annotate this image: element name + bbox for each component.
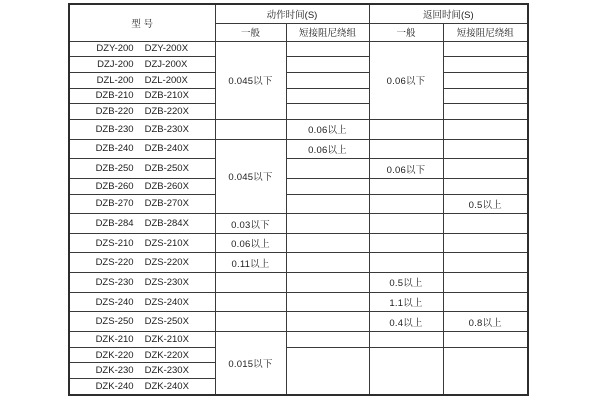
action-damping-value: [286, 178, 369, 194]
model-name: DZS-230: [95, 276, 134, 288]
table-row: [69, 233, 528, 253]
model-cell: [69, 312, 215, 332]
model-cell: [69, 88, 215, 104]
action-damping-value: [286, 57, 369, 73]
model-name: DZB-260X: [144, 180, 189, 192]
return-general-value: [369, 120, 443, 140]
model-name: DZB-220: [95, 106, 134, 118]
model-cell: [69, 363, 215, 379]
header-return-general: 一般: [369, 23, 443, 41]
model-name: DZK-210: [95, 333, 134, 345]
return-damping-value: [443, 214, 528, 234]
return-general-value: 0.5以上: [369, 273, 443, 293]
model-cell: [69, 233, 215, 253]
model-name: DZS-230X: [144, 276, 189, 288]
table-row: [69, 253, 528, 273]
header-action-damping: 短接阻尼绕组: [286, 23, 369, 41]
return-damping-value: [443, 292, 528, 312]
action-damping-value: [286, 88, 369, 104]
action-damping-value: [286, 273, 369, 293]
return-damping-value: [443, 41, 528, 57]
model-name: DZK-240: [95, 381, 134, 393]
table-row: [69, 347, 528, 363]
model-name: DZS-210X: [144, 237, 189, 249]
return-general-value: [369, 331, 443, 347]
model-cell: [69, 379, 215, 395]
return-damping-value: [443, 253, 528, 273]
header-row-1: [69, 4, 528, 23]
action-damping-value: [286, 312, 369, 332]
action-damping-value: [286, 72, 369, 88]
action-general-value: 0.045以下: [215, 139, 286, 214]
return-general-value: [369, 214, 443, 234]
table-row: [69, 292, 528, 312]
return-damping-value: 0.8以上: [443, 312, 528, 332]
model-name: DZB-270X: [144, 198, 189, 210]
model-name: DZJ-200X: [144, 59, 188, 71]
return-general-value: [369, 347, 443, 395]
model-cell: [69, 292, 215, 312]
table-row: [69, 41, 528, 57]
model-cell: [69, 57, 215, 73]
model-name: DZS-210: [95, 237, 134, 249]
model-name: DZK-220: [95, 349, 134, 361]
model-cell: [69, 273, 215, 293]
table-row: [69, 88, 528, 104]
model-cell: [69, 347, 215, 363]
return-general-value: 0.06以下: [369, 159, 443, 179]
action-damping-value: [286, 253, 369, 273]
model-name: DZJ-200: [97, 59, 134, 71]
model-name: DZB-240X: [144, 143, 189, 155]
table-row: [69, 312, 528, 332]
table-row: [69, 120, 528, 140]
table-row: [69, 139, 528, 159]
model-name: DZY-200: [96, 43, 134, 55]
action-damping-value: [286, 104, 369, 120]
header-return-time: 返回时间(S): [369, 4, 528, 23]
model-cell: [69, 194, 215, 214]
action-damping-value: [286, 331, 369, 347]
model-cell: [69, 159, 215, 179]
model-cell: [69, 72, 215, 88]
return-damping-value: [443, 139, 528, 159]
table-row: [69, 104, 528, 120]
model-name: DZB-284X: [144, 218, 189, 230]
header-return-damping: 短接阻尼绕组: [443, 23, 528, 41]
model-name: DZS-250: [95, 316, 134, 328]
return-damping-value: [443, 273, 528, 293]
return-damping-value: [443, 178, 528, 194]
return-damping-value: [443, 233, 528, 253]
return-damping-value: 0.5以上: [443, 194, 528, 214]
header-model: 型 号: [69, 4, 215, 41]
action-general-value: 0.11以上: [215, 253, 286, 273]
model-cell: [69, 104, 215, 120]
model-name: DZY-200X: [144, 43, 189, 55]
table-row: [69, 331, 528, 347]
model-name: DZS-220X: [144, 257, 189, 269]
model-name: DZS-250X: [144, 316, 189, 328]
action-general-value: [215, 120, 286, 140]
return-damping-value: [443, 120, 528, 140]
model-name: DZB-240: [95, 143, 134, 155]
model-name: DZL-200: [96, 74, 134, 86]
return-general-value: 0.4以上: [369, 312, 443, 332]
return-general-value: [369, 233, 443, 253]
table-row: [69, 178, 528, 194]
model-name: DZB-250: [95, 163, 134, 175]
table-row: [69, 273, 528, 293]
action-general-value: 0.015以下: [215, 331, 286, 395]
model-name: DZS-220: [95, 257, 134, 269]
model-name: DZK-210X: [144, 333, 189, 345]
return-damping-value: [443, 159, 528, 179]
model-name: DZB-230: [95, 123, 134, 135]
model-name: DZL-200X: [144, 74, 188, 86]
action-damping-value: 0.06以上: [286, 120, 369, 140]
model-name: DZB-210: [95, 90, 134, 102]
action-damping-value: [286, 194, 369, 214]
action-damping-value: [286, 214, 369, 234]
table-row: [69, 72, 528, 88]
model-name: DZK-220X: [144, 349, 189, 361]
action-damping-value: [286, 233, 369, 253]
return-damping-value: [443, 347, 528, 395]
model-name: DZS-240: [95, 296, 134, 308]
return-damping-value: [443, 88, 528, 104]
model-name: DZB-260: [95, 180, 134, 192]
model-cell: [69, 178, 215, 194]
return-general-value: [369, 139, 443, 159]
action-damping-value: [286, 347, 369, 395]
spec-table-container: [68, 3, 529, 396]
return-general-value: [369, 178, 443, 194]
model-name: DZB-210X: [144, 90, 189, 102]
action-general-value: 0.045以下: [215, 41, 286, 120]
return-general-value: 0.06以下: [369, 41, 443, 120]
return-damping-value: [443, 57, 528, 73]
action-damping-value: [286, 292, 369, 312]
return-damping-value: [443, 72, 528, 88]
return-general-value: [369, 194, 443, 214]
action-general-value: [215, 292, 286, 312]
model-name: DZB-230X: [144, 123, 189, 135]
return-general-value: [369, 253, 443, 273]
action-damping-value: 0.06以上: [286, 139, 369, 159]
return-general-value: 1.1以上: [369, 292, 443, 312]
model-cell: [69, 41, 215, 57]
table-row: [69, 194, 528, 214]
action-general-value: 0.03以下: [215, 214, 286, 234]
model-cell: [69, 331, 215, 347]
header-action-time: 动作时间(S): [215, 4, 369, 23]
action-general-value: [215, 273, 286, 293]
action-damping-value: [286, 41, 369, 57]
action-general-value: 0.06以上: [215, 233, 286, 253]
action-damping-value: [286, 159, 369, 179]
model-cell: [69, 120, 215, 140]
model-name: DZB-270: [95, 198, 134, 210]
table-row: [69, 159, 528, 179]
header-action-general: 一般: [215, 23, 286, 41]
return-damping-value: [443, 331, 528, 347]
return-damping-value: [443, 104, 528, 120]
model-name: DZK-230X: [144, 365, 189, 377]
action-general-value: [215, 312, 286, 332]
model-cell: [69, 214, 215, 234]
model-cell: [69, 253, 215, 273]
model-name: DZK-240X: [144, 381, 189, 393]
table-row: [69, 57, 528, 73]
model-name: DZB-220X: [144, 106, 189, 118]
model-name: DZS-240X: [144, 296, 189, 308]
model-name: DZB-250X: [144, 163, 189, 175]
relay-spec-table: [68, 3, 529, 396]
table-row: [69, 214, 528, 234]
model-cell: [69, 139, 215, 159]
model-name: DZK-230: [95, 365, 134, 377]
model-name: DZB-284: [95, 218, 134, 230]
